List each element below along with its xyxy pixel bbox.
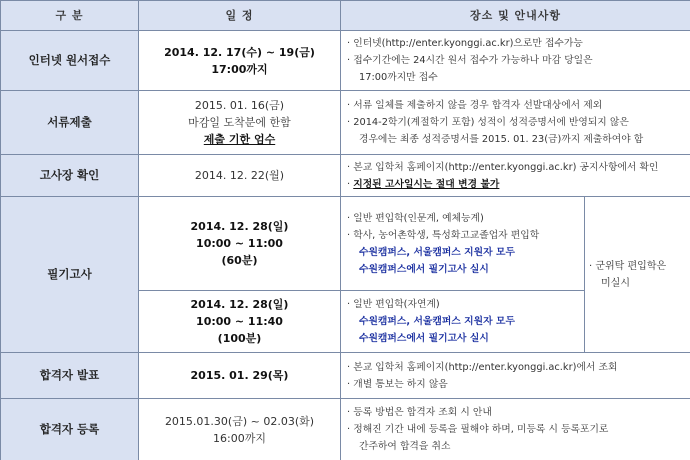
info-item: · 개별 통보는 하지 않음	[347, 378, 448, 390]
info-item: 수원캠퍼스, 서울캠퍼스 지원자 모두	[359, 316, 515, 327]
date-line: 2014. 12. 28(일)	[190, 220, 289, 233]
info-result	[341, 353, 690, 399]
info-item: · 본교 입학처 홈페이지(http://enter.kyonggi.ac.kr)에서 조회	[347, 361, 618, 373]
info-item: 17:00까지만 접수	[359, 72, 438, 83]
category-exam: 필기고사	[1, 197, 139, 353]
info-item: · 본교 입학처 홈페이지(http://enter.kyonggi.ac.kr) 공지사항에서 확인	[347, 161, 659, 173]
info-item: · 인터넷(http://enter.kyonggi.ac.kr)으로만 접수가능	[347, 38, 583, 49]
info-item: · 학사, 농어촌학생, 특성화고교졸업자 편입학	[347, 229, 540, 241]
info-item: · 서류 일체를 제출하지 않을 경우 합격자 선발대상에서 제외	[347, 100, 603, 111]
header-category: 구 분	[1, 1, 139, 31]
info-room	[341, 155, 690, 197]
info-exam-a	[341, 197, 585, 291]
date-room: 2014. 12. 22(월)	[139, 155, 341, 197]
info-item: 수원캠퍼스, 서울캠퍼스 지원자 모두	[359, 246, 515, 258]
note-line: · 군위탁 편입학은	[589, 260, 667, 272]
date-line: 2015. 01. 16(금)	[194, 99, 285, 112]
date-docs	[139, 91, 341, 155]
header-schedule: 일 정	[139, 1, 341, 31]
row-room	[1, 155, 690, 197]
info-item: · 지정된 고사일시는 절대 변경 불가	[347, 178, 500, 190]
date-line: 마감일 도착분에 한함	[188, 116, 291, 129]
info-item: · 일반 편입학(자연계)	[347, 299, 440, 310]
info-item: 경우에는 최종 성적증명서를 2015. 01. 23(금)까지 제출하여야 함	[359, 134, 644, 145]
info-item: 수원캠퍼스에서 필기고사 실시	[359, 263, 489, 275]
row-online	[1, 31, 690, 91]
info-item: 간주하여 합격을 취소	[359, 441, 451, 452]
date-line: (60분)	[221, 254, 258, 267]
date-line: 2014. 12. 28(일)	[190, 298, 289, 311]
date-line: 2015.01.30(금) ~ 02.03(화)	[164, 414, 315, 428]
date-line: 16:00까지	[213, 431, 266, 445]
category-docs: 서류제출	[1, 91, 139, 155]
header-row	[1, 1, 690, 31]
row-exam-a	[1, 197, 690, 291]
date-register	[139, 399, 341, 460]
info-docs	[341, 91, 690, 155]
row-register	[1, 399, 690, 460]
category-room: 고사장 확인	[1, 155, 139, 197]
info-online	[341, 31, 690, 91]
date-line: 2014. 12. 17(수) ~ 19(금)	[164, 45, 315, 59]
info-item: · 정해진 기간 내에 등록을 필해야 하며, 미등록 시 등록포기로	[347, 424, 609, 435]
category-result: 합격자 발표	[1, 353, 139, 399]
date-line: 10:00 ~ 11:40	[196, 315, 283, 328]
info-register	[341, 399, 690, 460]
date-line: 17:00까지	[211, 62, 268, 76]
info-item: · 2014-2학기(계절학기 포함) 성적이 성적증명서에 반영되지 않은	[347, 117, 629, 128]
info-item: · 등록 방법은 합격자 조회 시 안내	[347, 407, 492, 418]
date-deadline-note: 제출 기한 엄수	[203, 133, 276, 146]
date-online	[139, 31, 341, 91]
info-item: · 일반 편입학(인문계, 예체능계)	[347, 212, 484, 224]
date-exam-a	[139, 197, 341, 291]
date-line: (100분)	[217, 332, 262, 345]
row-docs	[1, 91, 690, 155]
info-item: 수원캠퍼스에서 필기고사 실시	[359, 333, 489, 344]
date-line: 10:00 ~ 11:00	[196, 237, 283, 250]
date-result: 2015. 01. 29(목)	[139, 353, 341, 399]
category-register: 합격자 등록	[1, 399, 139, 460]
note-line: 미실시	[601, 277, 630, 289]
info-exam-b	[341, 291, 585, 353]
header-place: 장소 및 안내사항	[341, 1, 690, 31]
row-result	[1, 353, 690, 399]
category-online: 인터넷 원서접수	[1, 31, 139, 91]
info-item: · 접수기간에는 24시간 원서 접수가 가능하나 마감 당일은	[347, 55, 593, 66]
date-exam-b	[139, 291, 341, 353]
exam-note	[585, 197, 690, 353]
